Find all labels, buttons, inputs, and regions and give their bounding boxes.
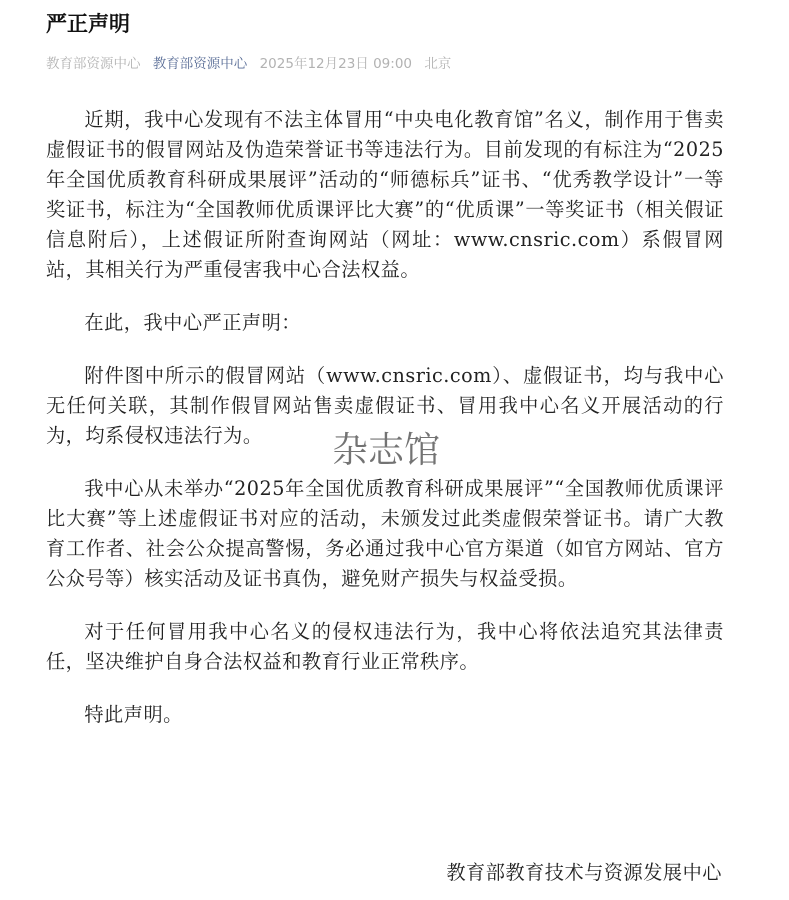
article-title: 严正声明 bbox=[46, 12, 130, 36]
account-link[interactable]: 教育部资源中心 bbox=[152, 56, 248, 72]
signature: 教育部教育技术与资源发展中心 bbox=[446, 861, 722, 884]
paragraph-intro: 近期，我中心发现有不法主体冒用“中央电化教育馆”名义，制作用于售卖虚假证书的假冒网站及伪造荣誉证书等违法行为。目前发现的有标注为“2025年全国优质教育科研成果展评”活动的“师德标兵”证书、“优秀教学设计”一等奖证书，标注为“全国教师优质课评比大赛”的“优质课”一等奖证书（相关假证信息附后），上述假证所附查询网站（网址：www.cnsric.com）系假冒网站，其相关行为严重侵害我中心合法权益。 bbox=[46, 108, 724, 281]
paragraph-closing: 特此声明。 bbox=[84, 703, 183, 726]
paragraph-never-held: 我中心从未举办“2025年全国优质教育科研成果展评”“全国教师优质课评比大赛”等上述虚假证书对应的活动，未颁发过此类虚假荣誉证书。请广大教育工作者、社会公众提高警惕，务必通过我中心官方渠道（如官方网站、官方公众号等）核实活动及证书真伪，避免财产损失与权益受损。 bbox=[46, 477, 724, 590]
paragraph-legal-action: 对于任何冒用我中心名义的侵权违法行为，我中心将依法追究其法律责任，坚决维护自身合法权益和教育行业正常秩序。 bbox=[46, 620, 724, 673]
paragraph-declaration-lead: 在此，我中心严正声明： bbox=[84, 311, 301, 334]
author-name: 教育部资源中心 bbox=[46, 56, 141, 72]
publish-time: 2025年12月23日 09:00 bbox=[259, 56, 413, 72]
article-body bbox=[46, 105, 724, 753]
publish-location: 北京 bbox=[424, 56, 452, 72]
watermark: 杂志馆 bbox=[332, 430, 441, 471]
article-meta bbox=[46, 55, 459, 73]
paragraph-no-association: 附件图中所示的假冒网站（www.cnsric.com）、虚假证书，均与我中心无任何关联，其制作假冒网站售卖虚假证书、冒用我中心名义开展活动的行为，均系侵权违法行为。 bbox=[46, 364, 724, 447]
